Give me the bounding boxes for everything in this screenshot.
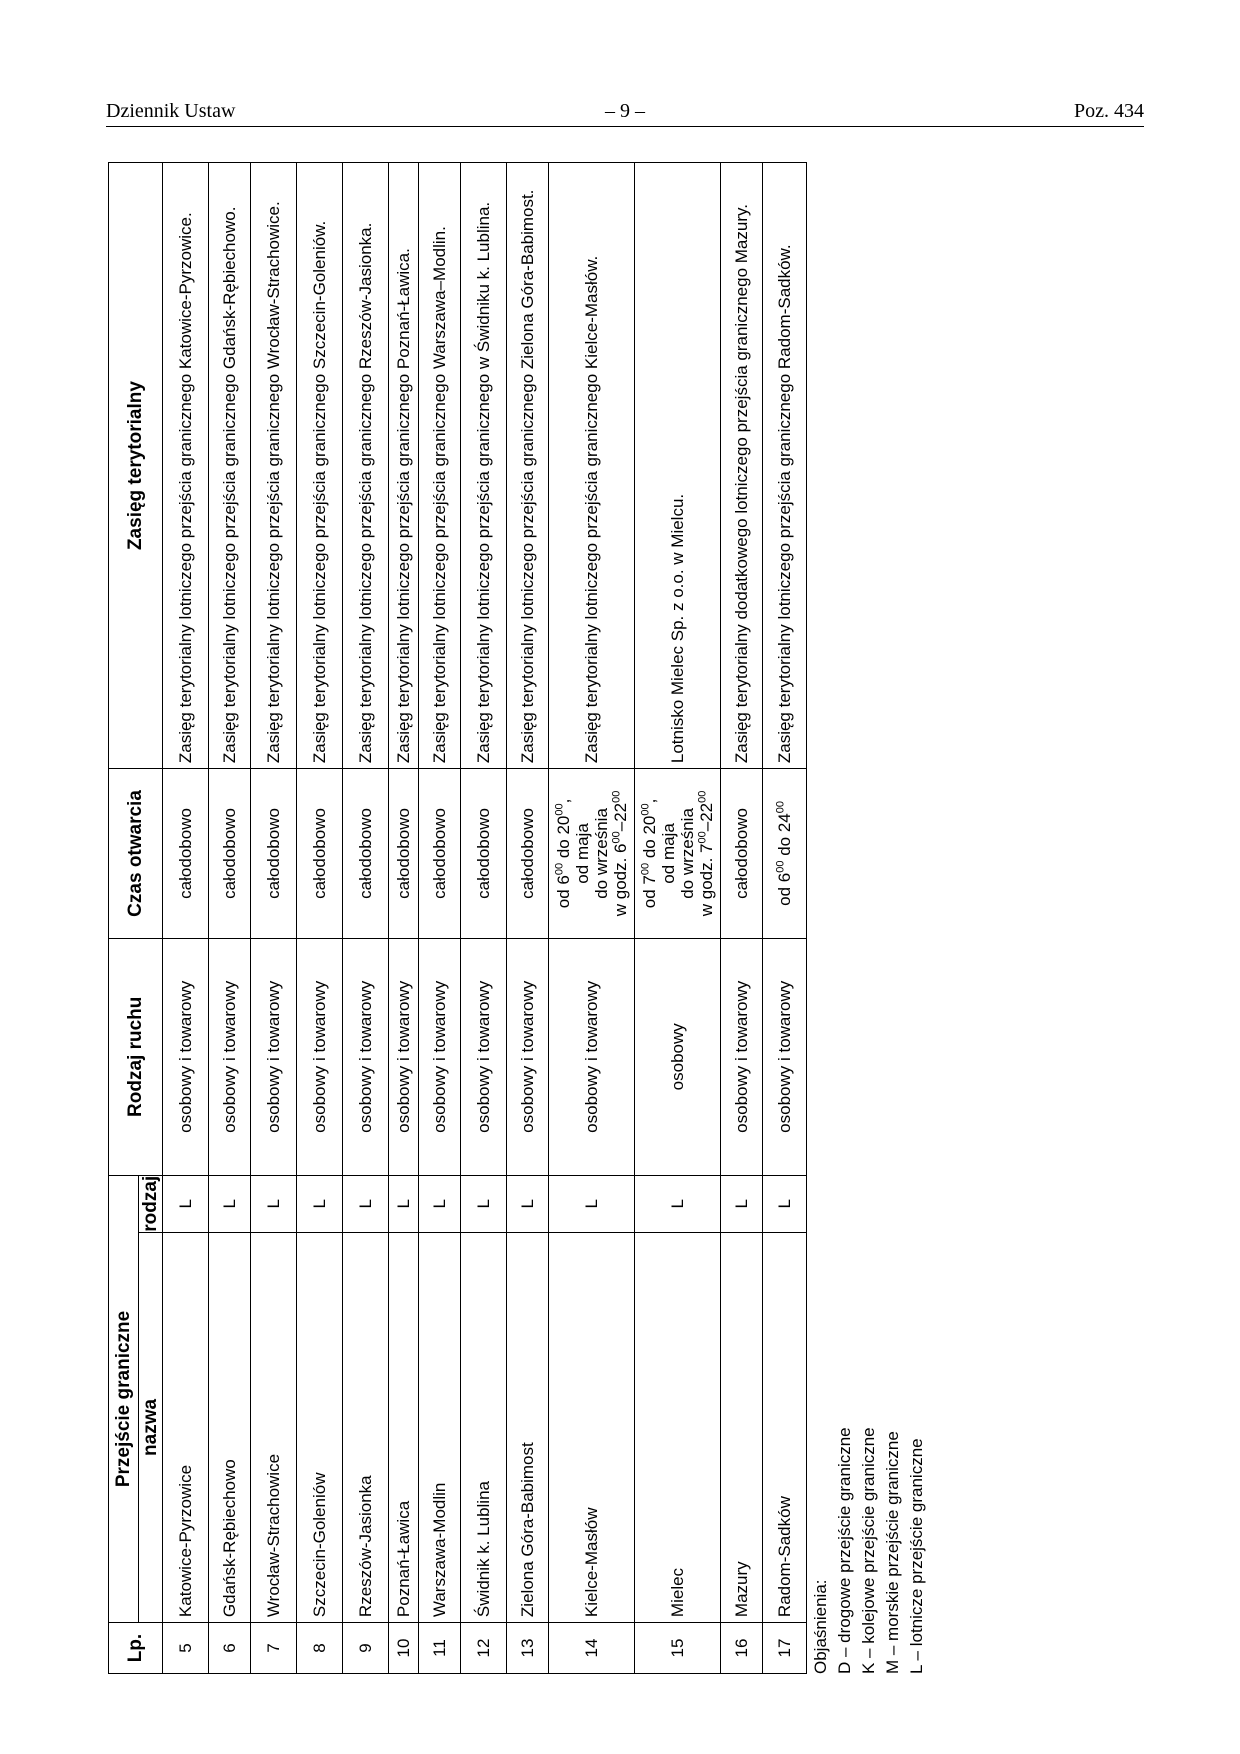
rotated-table-page [108, 162, 928, 1674]
hours-minutes-sup: 00 [638, 803, 651, 816]
cell-name: Szczecin-Goleniów [297, 1232, 343, 1622]
cell-kind: L [461, 1175, 507, 1232]
hours-text: , [553, 798, 573, 804]
hours-text: do 20 [639, 815, 659, 863]
cell-hours: całodobowo [507, 769, 549, 939]
cell-name: Mielec [635, 1232, 721, 1622]
cell-kind: L [343, 1175, 389, 1232]
hours-minutes-sup: 00 [695, 790, 708, 803]
table-row [251, 163, 297, 1674]
journal-title: Dziennik Ustaw [106, 100, 236, 122]
table-row [507, 163, 549, 1674]
cell-range: Zasięg terytorialny dodatkowego lotniczego przejścia granicznego Mazury. [721, 163, 763, 769]
cell-traffic: osobowy i towarowy [763, 938, 807, 1175]
cell-kind: L [297, 1175, 343, 1232]
hours-text: –22 [610, 802, 630, 832]
hours-text: w godz. 6 [610, 843, 630, 917]
cell-name: Rzeszów-Jasionka [343, 1232, 389, 1622]
border-crossings-table [108, 162, 807, 1674]
cell-hours: całodobowo [389, 769, 419, 939]
cell-name: Wrocław-Strachowice [251, 1232, 297, 1622]
hours-text: do 24 [775, 813, 794, 861]
table-row [163, 163, 209, 1674]
cell-kind: L [163, 1175, 209, 1232]
cell-traffic: osobowy i towarowy [389, 938, 419, 1175]
cell-kind: L [251, 1175, 297, 1232]
hours-minutes-sup: 00 [774, 860, 787, 873]
table-row [343, 163, 389, 1674]
cell-name: Mazury [721, 1232, 763, 1622]
cell-name: Zielona Góra-Babimost [507, 1232, 549, 1622]
hours-text: do września [591, 808, 611, 899]
legend-item: K – kolejowe przejście graniczne [859, 1427, 878, 1674]
cell-name: Warszawa-Modlin [419, 1232, 461, 1622]
cell-traffic: osobowy i towarowy [461, 938, 507, 1175]
hours-text: –22 [696, 802, 716, 832]
legend-title: Objaśnienia: [811, 1579, 830, 1674]
cell-lp: 14 [549, 1623, 635, 1674]
cell-name: Poznań-Ławica [389, 1232, 419, 1622]
hours-text: do września [677, 808, 697, 899]
cell-range: Zasięg terytorialny lotniczego przejścia granicznego Kielce-Masłów. [549, 163, 635, 769]
cell-range: Zasięg terytorialny lotniczego przejścia granicznego Katowice-Pyrzowice. [163, 163, 209, 769]
hours-line [697, 774, 716, 933]
cell-lp: 9 [343, 1623, 389, 1674]
cell-lp: 16 [721, 1623, 763, 1674]
col-header-hours: Czas otwarcia [109, 769, 163, 939]
cell-range: Zasięg terytorialny lotniczego przejścia granicznego Rzeszów-Jasionka. [343, 163, 389, 769]
cell-name: Świdnik k. Lublina [461, 1232, 507, 1622]
cell-traffic: osobowy [635, 938, 721, 1175]
hours-text: od maja [572, 823, 592, 884]
table-row [297, 163, 343, 1674]
hours-text: od 6 [553, 875, 573, 909]
hours-line [659, 774, 678, 933]
cell-name: Radom-Sadków [763, 1232, 807, 1622]
table-row [721, 163, 763, 1674]
table-row [419, 163, 461, 1674]
cell-kind: L [507, 1175, 549, 1232]
cell-lp: 5 [163, 1623, 209, 1674]
cell-lp: 12 [461, 1623, 507, 1674]
legend-item: M – morskie przejście graniczne [883, 1431, 902, 1674]
cell-hours: całodobowo [163, 769, 209, 939]
cell-traffic: osobowy i towarowy [507, 938, 549, 1175]
cell-hours: całodobowo [209, 769, 251, 939]
cell-name: Gdańsk-Rębiechowo [209, 1232, 251, 1622]
cell-traffic: osobowy i towarowy [297, 938, 343, 1175]
cell-lp: 8 [297, 1623, 343, 1674]
cell-name: Kielce-Masłów [549, 1232, 635, 1622]
hours-text: , [639, 798, 659, 804]
col-header-range: Zasięg terytorialny [109, 163, 163, 769]
col-header-traffic: Rodzaj ruchu [109, 938, 163, 1175]
cell-range: Zasięg terytorialny lotniczego przejścia granicznego Radom-Sadków. [763, 163, 807, 769]
hours-text: od 6 [775, 872, 794, 906]
cell-hours: całodobowo [419, 769, 461, 939]
hours-line [592, 774, 611, 933]
cell-kind: L [209, 1175, 251, 1232]
cell-lp: 13 [507, 1623, 549, 1674]
table-row [461, 163, 507, 1674]
cell-kind: L [549, 1175, 635, 1232]
table-row [763, 163, 807, 1674]
cell-hours: całodobowo [721, 769, 763, 939]
table-row [209, 163, 251, 1674]
cell-lp: 10 [389, 1623, 419, 1674]
col-header-crossing: Przejście graniczne [109, 1175, 139, 1622]
cell-name: Katowice-Pyrzowice [163, 1232, 209, 1622]
cell-range: Zasięg terytorialny lotniczego przejścia granicznego Zielona Góra-Babimost. [507, 163, 549, 769]
cell-traffic: osobowy i towarowy [163, 938, 209, 1175]
col-header-kind: rodzaj [140, 1175, 161, 1232]
table-row [635, 163, 721, 1674]
cell-range: Zasięg terytorialny lotniczego przejścia granicznego Gdańsk-Rębiechowo. [209, 163, 251, 769]
position-number: Poz. 434 [1074, 100, 1144, 122]
cell-hours [763, 769, 807, 939]
cell-lp: 7 [251, 1623, 297, 1674]
hours-minutes-sup: 00 [609, 831, 622, 844]
cell-kind: L [419, 1175, 461, 1232]
cell-hours: całodobowo [461, 769, 507, 939]
cell-hours: całodobowo [343, 769, 389, 939]
col-header-name: nazwa [139, 1232, 163, 1622]
cell-kind: L [389, 1175, 419, 1232]
hours-text: od maja [658, 823, 678, 884]
cell-traffic: osobowy i towarowy [209, 938, 251, 1175]
hours-minutes-sup: 00 [638, 862, 651, 876]
legend [809, 162, 929, 1674]
cell-lp: 11 [419, 1623, 461, 1674]
hours-line [640, 774, 659, 933]
col-header-lp: Lp. [109, 1623, 163, 1674]
cell-hours: całodobowo [251, 769, 297, 939]
cell-traffic: osobowy i towarowy [343, 938, 389, 1175]
cell-traffic: osobowy i towarowy [251, 938, 297, 1175]
cell-kind: L [635, 1175, 721, 1232]
cell-lp: 15 [635, 1623, 721, 1674]
hours-text: do 20 [553, 815, 573, 863]
page-header [106, 100, 1144, 127]
hours-line [678, 774, 697, 933]
table-row [389, 163, 419, 1674]
hours-line [611, 774, 630, 933]
cell-range: Zasięg terytorialny lotniczego przejścia granicznego Wrocław-Strachowice. [251, 163, 297, 769]
cell-lp: 6 [209, 1623, 251, 1674]
cell-traffic: osobowy i towarowy [549, 938, 635, 1175]
cell-hours [635, 769, 721, 939]
cell-range: Lotnisko Mielec Sp. z o.o. w Mielcu. [635, 163, 721, 769]
page-number: – 9 – [605, 100, 645, 122]
cell-range: Zasięg terytorialny lotniczego przejścia granicznego Szczecin-Goleniów. [297, 163, 343, 769]
cell-range: Zasięg terytorialny lotniczego przejścia granicznego Poznań-Ławica. [389, 163, 419, 769]
cell-range: Zasięg terytorialny lotniczego przejścia granicznego w Świdniku k. Lublina. [461, 163, 507, 769]
header-row-1 [109, 163, 139, 1674]
cell-kind: L [721, 1175, 763, 1232]
cell-traffic: osobowy i towarowy [419, 938, 461, 1175]
cell-hours [549, 769, 635, 939]
hours-line [573, 774, 592, 933]
hours-line [775, 774, 794, 933]
hours-line [554, 774, 573, 933]
hours-minutes-sup: 00 [609, 790, 622, 803]
hours-minutes-sup: 00 [552, 862, 565, 876]
legend-item: L – lotnicze przejście graniczne [907, 1438, 926, 1674]
cell-lp: 17 [763, 1623, 807, 1674]
cell-traffic: osobowy i towarowy [721, 938, 763, 1175]
cell-range: Zasięg terytorialny lotniczego przejścia granicznego Warszawa–Modlin. [419, 163, 461, 769]
hours-minutes-sup: 00 [695, 831, 708, 844]
table-body [163, 163, 807, 1674]
legend-item: D – drogowe przejście graniczne [835, 1427, 854, 1674]
hours-minutes-sup: 00 [774, 801, 787, 814]
hours-text: w godz. 7 [696, 843, 716, 917]
cell-hours: całodobowo [297, 769, 343, 939]
hours-minutes-sup: 00 [552, 803, 565, 816]
hours-text: od 7 [639, 875, 659, 909]
cell-kind: L [763, 1175, 807, 1232]
table-row [549, 163, 635, 1674]
